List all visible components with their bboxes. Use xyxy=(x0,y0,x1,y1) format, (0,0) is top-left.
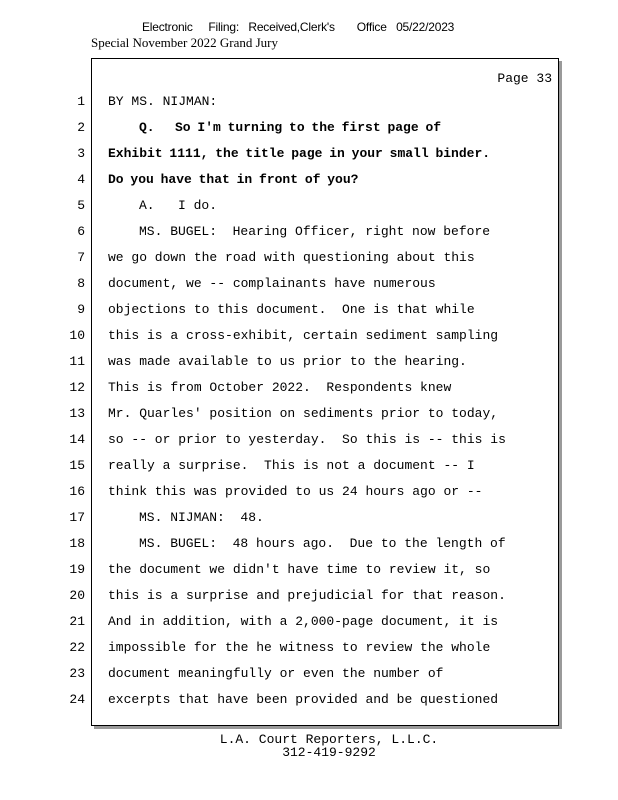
line-text: think this was provided to us 24 hours ago or -- xyxy=(108,484,483,499)
line-text: Exhibit 1111, the title page in your small binder. xyxy=(108,146,491,161)
line-text: Mr. Quarles' position on sediments prior to today, xyxy=(108,406,499,421)
line-number: 10 xyxy=(69,328,85,343)
line-number: 20 xyxy=(69,588,85,603)
line-text: BY MS. NIJMAN: xyxy=(108,94,218,109)
line-text: this is a cross-exhibit, certain sediment sampling xyxy=(108,328,499,343)
transcript-line xyxy=(77,245,618,271)
transcript-page xyxy=(69,58,559,726)
line-text: really a surprise. This is not a document -- I xyxy=(108,458,475,473)
transcript-line xyxy=(77,115,618,141)
court-reporter-phone: 312-419-9292 xyxy=(282,745,376,760)
line-text: excerpts that have been provided and be questioned xyxy=(108,692,499,707)
transcript-line xyxy=(69,661,618,687)
line-number: 12 xyxy=(69,380,85,395)
line-number: 18 xyxy=(69,536,85,551)
line-text: we go down the road with questioning about this xyxy=(108,250,475,265)
transcript-line xyxy=(69,479,618,505)
transcript-line xyxy=(69,349,618,375)
transcript-line xyxy=(69,609,618,635)
transcript-line xyxy=(77,141,618,167)
line-text: Do you have that in front of you? xyxy=(108,172,359,187)
line-text: document meaningfully or even the number of xyxy=(108,666,444,681)
transcript-line xyxy=(69,583,618,609)
transcript-line xyxy=(69,453,618,479)
transcript-line xyxy=(77,219,618,245)
line-text: This is from October 2022. Respondents knew xyxy=(108,380,452,395)
line-number: 21 xyxy=(69,614,85,629)
transcript-line xyxy=(69,557,618,583)
line-number: 24 xyxy=(69,692,85,707)
page-footer xyxy=(0,733,618,759)
line-number: 19 xyxy=(69,562,85,577)
transcript-line xyxy=(77,193,618,219)
court-reporter-company: L.A. Court Reporters, L.L.C. xyxy=(219,732,439,747)
line-number: 11 xyxy=(69,354,85,369)
transcript-line xyxy=(69,531,618,557)
line-text: Q. So I'm turning to the first page of xyxy=(139,120,442,135)
line-number: 16 xyxy=(69,484,85,499)
transcript-line xyxy=(69,401,618,427)
transcript-line xyxy=(77,297,618,323)
transcript-line xyxy=(77,271,618,297)
line-number: 3 xyxy=(77,146,85,161)
line-number: 4 xyxy=(77,172,85,187)
line-number: 2 xyxy=(77,120,85,135)
efiling-stamp: Electronic Filing: Received,Clerk's Office 05/22/2023 xyxy=(142,20,455,34)
line-number: 9 xyxy=(77,302,85,317)
transcript-line xyxy=(77,167,618,193)
transcript-line xyxy=(69,635,618,661)
transcript-line xyxy=(69,687,618,713)
transcript-line xyxy=(69,427,618,453)
line-text: And in addition, with a 2,000-page document, it is xyxy=(108,614,499,629)
transcript-line xyxy=(69,505,618,531)
line-text: MS. BUGEL: Hearing Officer, right now before xyxy=(139,224,491,239)
document-header: Special November 2022 Grand Jury xyxy=(91,35,279,50)
line-number: 13 xyxy=(69,406,85,421)
line-text: MS. BUGEL: 48 hours ago. Due to the length of xyxy=(139,536,506,551)
page-number: Page 33 xyxy=(497,71,552,86)
line-text: A. I do. xyxy=(139,198,218,213)
line-number: 17 xyxy=(69,510,85,525)
line-number: 22 xyxy=(69,640,85,655)
transcript-line xyxy=(69,323,618,349)
line-number: 5 xyxy=(77,198,85,213)
line-number: 14 xyxy=(69,432,85,447)
line-text: this is a surprise and prejudicial for that reason. xyxy=(108,588,506,603)
line-text: MS. NIJMAN: 48. xyxy=(139,510,264,525)
line-number: 8 xyxy=(77,276,85,291)
line-number: 23 xyxy=(69,666,85,681)
line-text: impossible for the he witness to review the whole xyxy=(108,640,491,655)
line-number: 7 xyxy=(77,250,85,265)
line-text: objections to this document. One is that while xyxy=(108,302,475,317)
line-number: 6 xyxy=(77,224,85,239)
line-text: document, we -- complainants have numerous xyxy=(108,276,436,291)
transcript-line xyxy=(77,89,618,115)
line-text: was made available to us prior to the hearing. xyxy=(108,354,467,369)
line-number: 15 xyxy=(69,458,85,473)
line-text: so -- or prior to yesterday. So this is -- this is xyxy=(108,432,506,447)
transcript-line xyxy=(69,375,618,401)
line-number: 1 xyxy=(77,94,85,109)
line-text: the document we didn't have time to review it, so xyxy=(108,562,491,577)
